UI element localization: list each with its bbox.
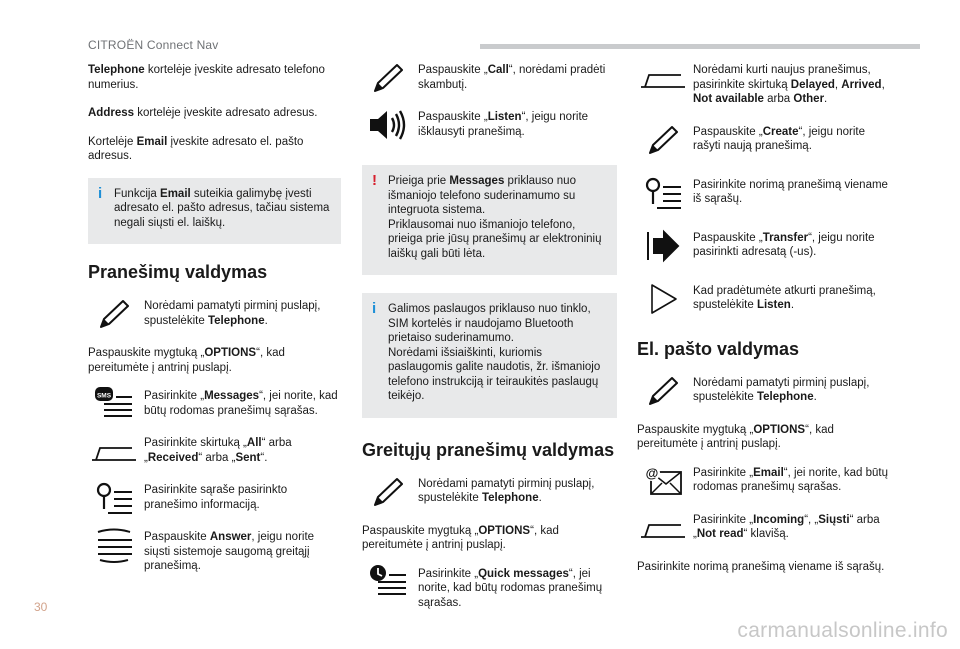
- step-select-message: Pasirinkite sąraše pasirinkto pranešimo informaciją.: [88, 483, 341, 516]
- svg-text:SMS: SMS: [96, 392, 112, 400]
- running-header: CITROËN Connect Nav: [88, 38, 219, 52]
- svg-text:@: @: [645, 465, 659, 480]
- warning-icon: !: [372, 172, 377, 189]
- paragraph-options: Paspauskite mygtuką „OPTIONS“, kad pereitumėte į antrinį puslapį.: [362, 524, 559, 551]
- step-listen: Kad pradėtumėte atkurti pranešimą, spustelėkite Listen.: [637, 284, 892, 317]
- tab-icon: [88, 433, 140, 469]
- section-heading-quick-messages: Greitųjų pranešimų valdymas: [362, 439, 615, 460]
- quick-message-icon: [362, 564, 414, 600]
- step-transfer: Paspauskite „Transfer“, jeigu norite pasirinkti adresatą (-us).: [637, 231, 892, 264]
- info-text: Galimos paslaugos priklauso nuo tinklo, SIM kortelės ir naudojamo Bluetooth prietaiso suderinamumo. Norėdami išsiaiškinti, kuriomis paslaugomis galite naudotis, žr. išmaniojo telefono instrukciją ir teiraukitės paslaugų teikėjo.: [388, 303, 601, 402]
- tab-icon: [637, 60, 689, 96]
- sms-list-icon: [88, 386, 140, 422]
- column-1: [88, 63, 341, 588]
- list-icon: [88, 480, 140, 516]
- header-bar: [480, 44, 920, 49]
- step-email: @ Pasirinkite „Email“, jei norite, kad būtų rodomas pranešimų sąrašas.: [637, 466, 892, 499]
- pencil-icon: [362, 60, 414, 96]
- step-telephone: Norėdami pamatyti pirminį puslapį, spustelėkite Telephone.: [88, 299, 341, 332]
- column-3: [637, 63, 892, 588]
- transfer-arrow-icon: [637, 228, 689, 264]
- step-telephone: Norėdami pamatyti pirminį puslapį, spustelėkite Telephone.: [637, 376, 892, 409]
- paragraph-options: Paspauskite mygtuką „OPTIONS“, kad pereitumėte į antrinį puslapį.: [88, 347, 285, 374]
- list-icon: [637, 175, 689, 211]
- step-select-message: Pasirinkite norimą pranešimą viename iš sąrašų.: [637, 178, 892, 211]
- speaker-icon: [362, 107, 414, 143]
- play-icon: [637, 281, 689, 317]
- step-listen: Paspauskite „Listen“, jeigu norite išklausyti pranešimą.: [362, 110, 617, 143]
- step-messages: SMS Pasirinkite „Messages“, jei norite, kad būtų rodomas pranešimų sąrašas.: [88, 389, 341, 422]
- step-email-tab: Pasirinkite „Incoming“, „Siųsti“ arba „Not read“ klavišą.: [637, 513, 892, 546]
- paragraph-email: Kortelėje Email įveskite adresato el. pašto adresus.: [88, 135, 304, 162]
- step-tab: Pasirinkite skirtuką „All“ arba „Received“ arba „Sent“.: [88, 436, 341, 469]
- info-text: Funkcija Email suteikia galimybę įvesti adresato el. pašto adresus, tačiau sistema negali siųsti el. laiškų.: [114, 187, 330, 229]
- warning-box: [362, 165, 617, 275]
- warning-text: Prieiga prie Messages priklauso nuo išmaniojo telefono suderinamumo su integruota sistema. Priklausomai nuo išmaniojo telefono, prieiga prie jūsų pranešimų ar elektroninių laiškų gali būti lėta.: [388, 175, 602, 260]
- page-number: 30: [34, 600, 48, 614]
- info-icon: i: [98, 184, 103, 202]
- tab-icon: [637, 510, 689, 546]
- step-call: Paspauskite „Call“, norėdami pradėti skambutį.: [362, 63, 617, 96]
- step-create: Paspauskite „Create“, jeigu norite rašyti naują pranešimą.: [637, 125, 892, 158]
- section-heading-messages: Pranešimų valdymas: [88, 262, 268, 282]
- pencil-icon: [637, 373, 689, 409]
- info-icon: i: [372, 300, 377, 317]
- step-telephone: Norėdami pamatyti pirminį puslapį, spustelėkite Telephone.: [362, 477, 617, 510]
- paragraph-address: Address kortelėje įveskite adresato adresus.: [88, 107, 318, 119]
- pencil-icon: [637, 122, 689, 158]
- pencil-icon: [362, 474, 414, 510]
- step-quick-messages: Pasirinkite „Quick messages“, jei norite, kad būtų rodomas pranešimų sąrašas.: [362, 567, 617, 611]
- message-lines-icon: [88, 527, 140, 563]
- info-box: [362, 293, 617, 418]
- paragraph-options: Paspauskite mygtuką „OPTIONS“, kad pereitumėte į antrinį puslapį.: [637, 423, 834, 450]
- pencil-icon: [88, 296, 140, 332]
- paragraph-select-email: Pasirinkite norimą pranešimą viename iš sąrašų.: [637, 560, 885, 573]
- step-answer: Paspauskite Answer, jeigu norite siųsti sistemoje saugomą greitąjį pranešimą.: [88, 530, 341, 574]
- email-envelope-icon: [637, 463, 689, 499]
- watermark: carmanualsonline.info: [737, 619, 948, 642]
- column-2: [362, 63, 617, 624]
- section-heading-email: El. pašto valdymas: [637, 338, 800, 359]
- info-box: [88, 178, 341, 245]
- step-create-tab: Norėdami kurti naujus pranešimus, pasirinkite skirtuką Delayed, Arrived, Not available arba Other.: [637, 63, 892, 107]
- paragraph-telephone: Telephone kortelėje įveskite adresato telefono numerius.: [88, 64, 325, 91]
